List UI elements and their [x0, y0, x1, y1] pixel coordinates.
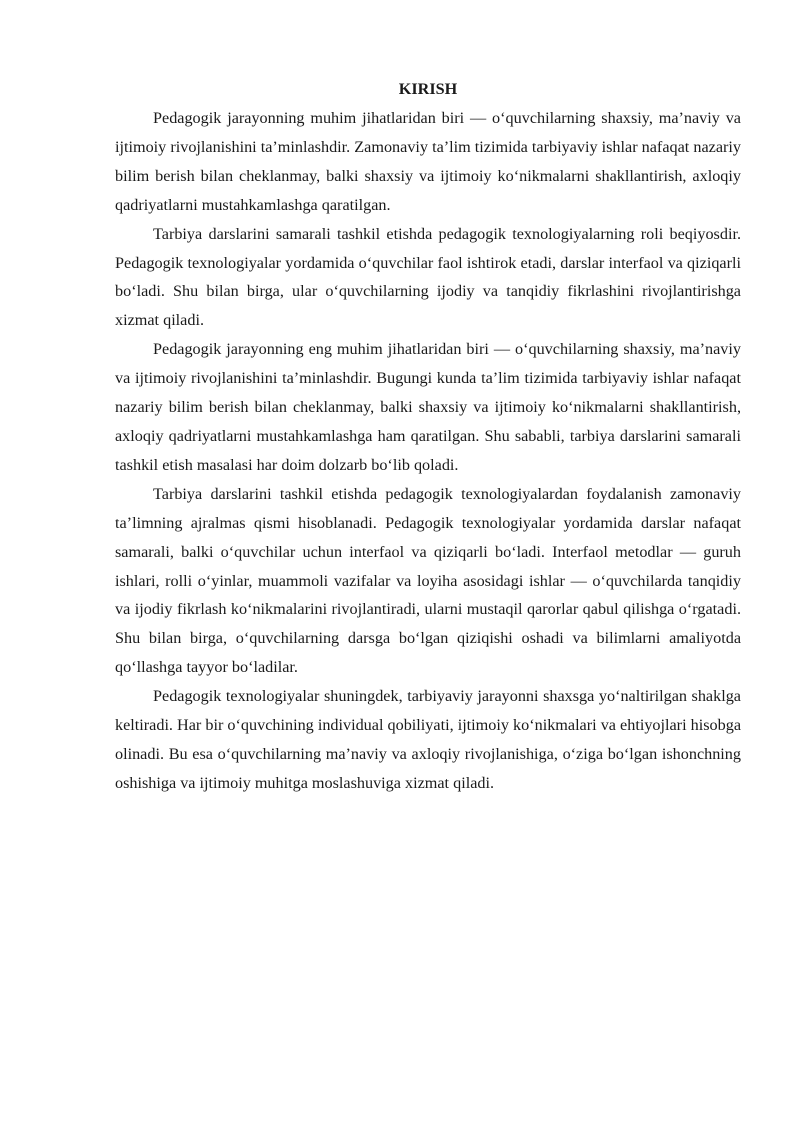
document-body	[115, 77, 741, 798]
paragraph-5: Pedagogik texnologiyalar shuningdek, tarbiyaviy jarayonni shaxsga yo‘naltirilgan shaklga keltiradi. Har bir o‘quvchining individual qobiliyati, ijtimoiy ko‘nikmalari va ehtiyojlari hisobga olinadi. Bu esa o‘quvchilarning ma’naviy va axloqiy rivojlanishiga, o‘ziga bo‘lgan ishonchning oshishiga va ijtimoiy muhitga moslashuviga xizmat qiladi.	[115, 687, 741, 792]
paragraph-3: Pedagogik jarayonning eng muhim jihatlaridan biri — o‘quvchilarning shaxsiy, ma’naviy va ijtimoiy rivojlanishini ta’minlashdir. Bugungi kunda ta’lim tizimida tarbiyaviy ishlar nafaqat nazariy bilim berish bilan cheklanmay, balki shaxsiy va ijtimoiy ko‘nikmalarni shakllantirish, axloqiy qadriyatlarni mustahkamlashga ham qaratilgan. Shu sababli, tarbiya darslarini samarali tashkil etish masalasi har doim dolzarb bo‘lib qoladi.	[115, 340, 741, 474]
paragraph-2: Tarbiya darslarini samarali tashkil etishda pedagogik texnologiyalarning roli beqiyosdir. Pedagogik texnologiyalar yordamida o‘quvchilar faol ishtirok etadi, darslar interfaol va qiziqarli bo‘ladi. Shu bilan birga, ular o‘quvchilarning ijodiy va tanqidiy fikrlashini rivojlantirishga xizmat qiladi.	[115, 224, 741, 330]
page-title: KIRISH	[398, 80, 458, 98]
paragraph-4: Tarbiya darslarini tashkil etishda pedagogik texnologiyalardan foydalanish zamonaviy ta’limning ajralmas qismi hisoblanadi. Pedagogik texnologiyalar yordamida darslar nafaqat samarali, balki o‘quvchilar uchun interfaol va qiziqarli bo‘ladi. Interfaol metodlar — guruh ishlari, rolli o‘yinlar, muammoli vazifalar va loyiha asosidagi ishlar — o‘quvchilarda tanqidiy va ijodiy fikrlash ko‘nikmalarini rivojlantiradi, ularni mustaqil qarorlar qabul qilishga o‘rgatadi. Shu bilan birga, o‘quvchilarning darsga bo‘lgan qiziqishi oshadi va bilimlarni amaliyotda qo‘llashga tayyor bo‘ladilar.	[115, 484, 741, 677]
paragraph-1: Pedagogik jarayonning muhim jihatlaridan biri — o‘quvchilarning shaxsiy, ma’naviy va ijtimoiy rivojlanishini ta’minlashdir. Zamonaviy ta’lim tizimida tarbiyaviy ishlar nafaqat nazariy bilim berish bilan cheklanmay, balki shaxsiy va ijtimoiy ko‘nikmalarni shakllantirish, axloqiy qadriyatlarni mustahkamlashga qaratilgan.	[115, 109, 741, 214]
